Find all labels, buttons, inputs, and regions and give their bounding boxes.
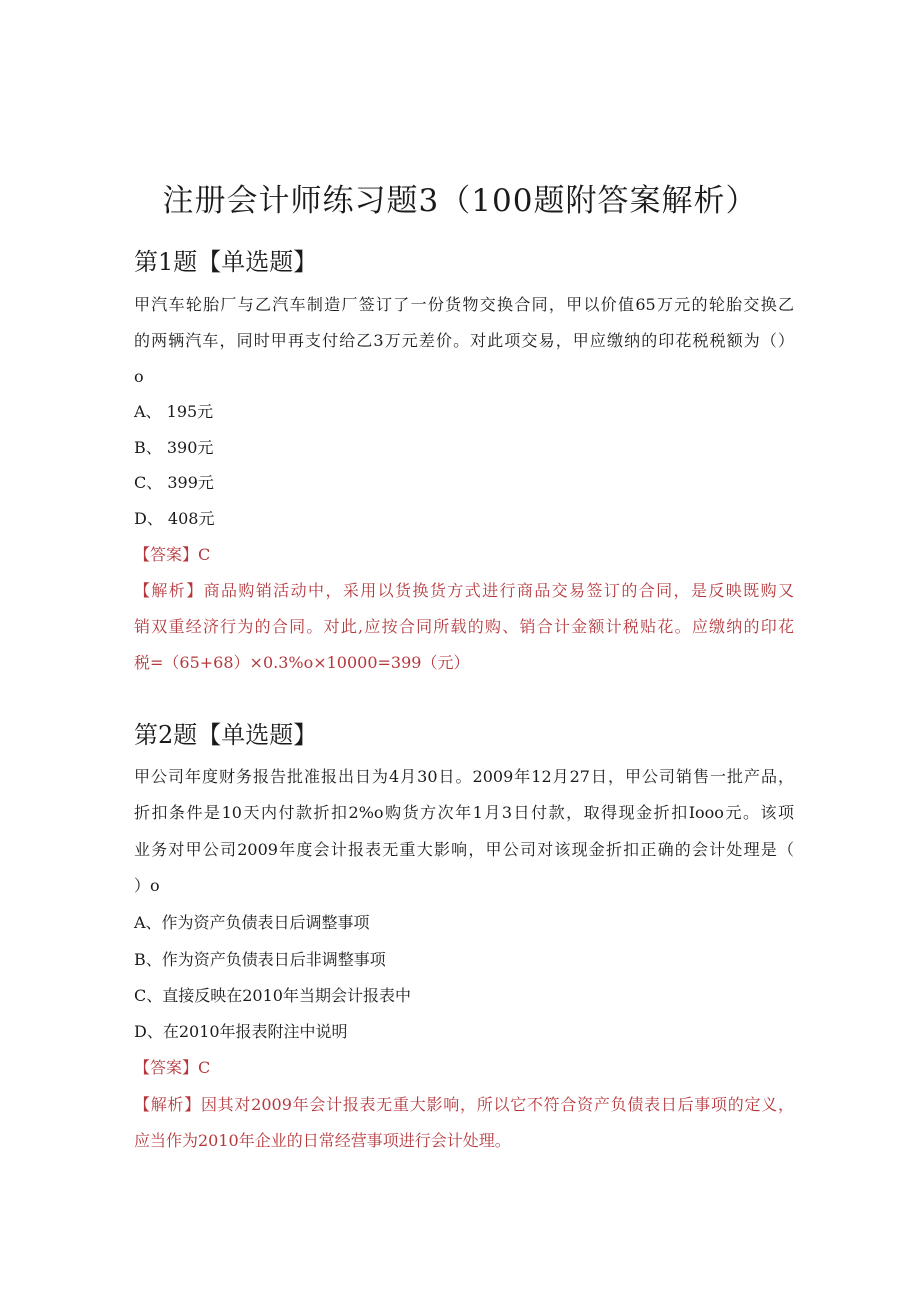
question-1-answer: 【答案】C (134, 545, 211, 564)
question-2-analysis-line-1: 【解析】因其对2009年会计报表无重大影响，所以它不符合资产负债表日后事项的定义， (134, 1095, 794, 1114)
question-1-stem-line-1: 甲汽车轮胎厂与乙汽车制造厂签订了一份货物交换合同，甲以价值65万元的轮胎交换乙 (134, 295, 794, 314)
question-1-stem-line-2: 的两辆汽车，同时甲再支付给乙3万元差价。对此项交易，甲应缴纳的印花税税额为（） (134, 331, 794, 350)
question-2-stem-line-1: 甲公司年度财务报告批准报出日为4月30日。2009年12月27日，甲公司销售一批产品， (134, 767, 794, 786)
question-2-option-b: B、作为资产负债表日后非调整事项 (134, 950, 386, 969)
question-1-analysis-line-3: 税=（65+68）×0.3%o×10000=399（元） (134, 653, 470, 672)
question-1-option-c: C、 399元 (134, 473, 214, 492)
question-2-answer: 【答案】C (134, 1058, 211, 1077)
question-1-option-a: A、 195元 (134, 402, 214, 421)
question-1-analysis-line-2: 销双重经济行为的合同。对此,应按合同所载的购、销合计金额计税贴花。应缴纳的印花 (134, 617, 794, 636)
question-2-stem-line-3: 业务对甲公司2009年度会计报表无重大影响，甲公司对该现金折扣正确的会计处理是（ (134, 840, 794, 859)
question-2-option-c: C、直接反映在2010年当期会计报表中 (134, 986, 411, 1005)
question-1-option-b: B、 390元 (134, 438, 214, 457)
question-1-option-d: D、 408元 (134, 509, 215, 528)
question-2-stem-line-2: 折扣条件是10天内付款折扣2%o购货方次年1月3日付款，取得现金折扣Iooo元。该项 (134, 803, 794, 822)
document-title: 注册会计师练习题3（100题附答案解析） (162, 183, 758, 219)
question-1-heading: 第1题【单选题】 (134, 248, 318, 276)
question-2-option-d: D、在2010年报表附注中说明 (134, 1022, 348, 1041)
question-2-option-a: A、作为资产负债表日后调整事项 (134, 913, 370, 932)
question-1-stem-line-3: o (134, 367, 144, 386)
question-1-analysis-line-1: 【解析】商品购销活动中，采用以货换货方式进行商品交易签订的合同，是反映既购又 (134, 581, 794, 600)
question-2-stem-line-4: ）o (134, 876, 160, 895)
question-2-analysis-line-2: 应当作为2010年企业的日常经营事项进行会计处理。 (134, 1131, 511, 1150)
question-2-heading: 第2题【单选题】 (134, 721, 318, 749)
